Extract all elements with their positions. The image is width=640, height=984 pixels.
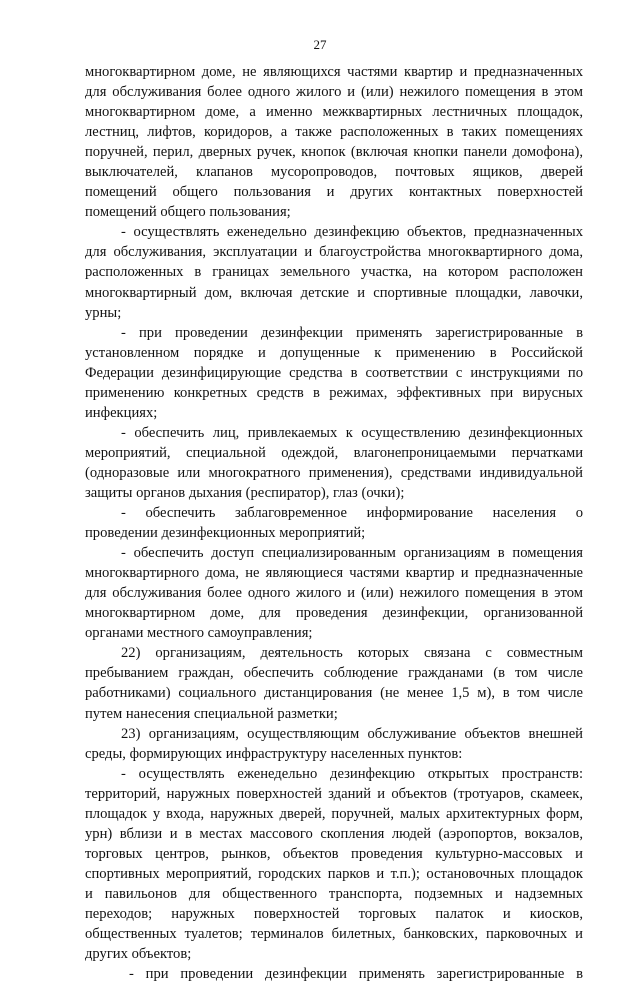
text-line: защиты органов дыхания (респиратор), глаз (очки);: [85, 484, 405, 501]
text-line: Федерации дезинфицирующие средства в соответствии с инструкциями по: [85, 364, 583, 381]
text-line: других объектов;: [85, 946, 192, 963]
text-line: пребыванием граждан, обеспечить соблюдение гражданами (в том числе: [85, 665, 583, 682]
text-line: спортивных мероприятий, городских парков и т.п.); остановочных площадок: [85, 865, 583, 882]
text-line: многоквартирный дом, включая детские и спортивные площадки, лавочки,: [85, 284, 583, 301]
text-line: - обеспечить лиц, привлекаемых к осуществлению дезинфекционных: [121, 424, 583, 441]
text-line: - при проведении дезинфекции применять зарегистрированные в: [129, 966, 583, 983]
text-line: и павильонов для общественного транспорта, подземных и надземных: [85, 885, 583, 902]
text-line: многоквартирном доме, для проведения дезинфекции, организованной: [85, 605, 583, 622]
text-line: - обеспечить доступ специализированным организациям в помещения: [121, 545, 583, 562]
text-line: инфекциях;: [85, 404, 158, 421]
text-line: 23) организациям, осуществляющим обслуживание объектов внешней: [121, 725, 583, 742]
text-line: территорий, наружных поверхностей зданий и объектов (тротуаров, скамеек,: [85, 785, 583, 802]
text-line: расположенных в границах земельного участка, на котором расположен: [85, 264, 583, 281]
text-line: многоквартирного дома, не являющиеся частями квартир и предназначенные: [85, 565, 583, 582]
text-line: - обеспечить заблаговременное информирование населения о: [121, 505, 583, 522]
text-line: применению конкретных средств в режимах, эффективных при вирусных: [85, 384, 583, 401]
text-line: - осуществлять еженедельно дезинфекцию открытых пространств:: [121, 765, 583, 782]
text-line: установленном порядке и допущенные к применению в Российской: [85, 344, 583, 361]
text-line: (одноразовые или многократного применения), средствами индивидуальной: [85, 464, 583, 481]
text-line: площадок у входа, наружных дверей, поручней, малых архитектурных форм,: [85, 805, 583, 822]
text-line: урны;: [85, 304, 122, 321]
document-body: [85, 62, 583, 984]
page-number: 27: [313, 37, 327, 52]
text-line: переходов; наружных поверхностей торговых палаток и киосков,: [85, 905, 583, 922]
text-line: мероприятий, специальной одеждой, влагонепроницаемыми перчатками: [85, 444, 583, 461]
text-line: для обслуживания более одного жилого и (или) нежилого помещения в этом: [85, 84, 583, 101]
text-line: помещений общего пользования и других контактных поверхностей: [85, 184, 583, 201]
text-line: путем нанесения специальной разметки;: [85, 705, 338, 722]
text-line: выключателей, клапанов мусоропроводов, почтовых ящиков, дверей: [85, 164, 583, 181]
text-line: проведении дезинфекционных мероприятий;: [85, 525, 366, 542]
text-line: работниками) социального дистанцирования (не менее 1,5 м), в том числе: [85, 685, 583, 702]
text-line: общественных туалетов; терминалов билетных, банковских, парковочных и: [85, 926, 583, 943]
text-line: лестниц, лифтов, коридоров, а также расположенных в таких помещениях: [85, 124, 583, 141]
text-line: торговых центров, рынков, объектов проведения культурно-массовых и: [85, 845, 583, 862]
text-line: 22) организациям, деятельность которых связана с совместным: [121, 645, 583, 662]
text-line: поручней, перил, дверных ручек, кнопок (включая кнопки панели домофона),: [85, 144, 583, 161]
text-line: среды, формирующих инфраструктуру населенных пунктов:: [85, 745, 463, 762]
text-line: - при проведении дезинфекции применять зарегистрированные в: [121, 324, 583, 341]
text-line: урн) вблизи и в местах массового скопления людей (аэропортов, вокзалов,: [85, 825, 583, 842]
text-line: помещений общего пользования;: [85, 204, 291, 221]
text-line: для обслуживания более одного жилого и (или) нежилого помещения в этом: [85, 585, 583, 602]
text-line: многоквартирном доме, не являющихся частями квартир и предназначенных: [85, 64, 583, 80]
text-line: - осуществлять еженедельно дезинфекцию объектов, предназначенных: [121, 224, 583, 241]
text-line: органами местного самоуправления;: [85, 625, 313, 642]
text-line: многоквартирном доме, а именно межквартирных лестничных площадок,: [85, 104, 583, 121]
text-line: для обслуживания, эксплуатации и благоустройства многоквартирного дома,: [85, 244, 583, 261]
